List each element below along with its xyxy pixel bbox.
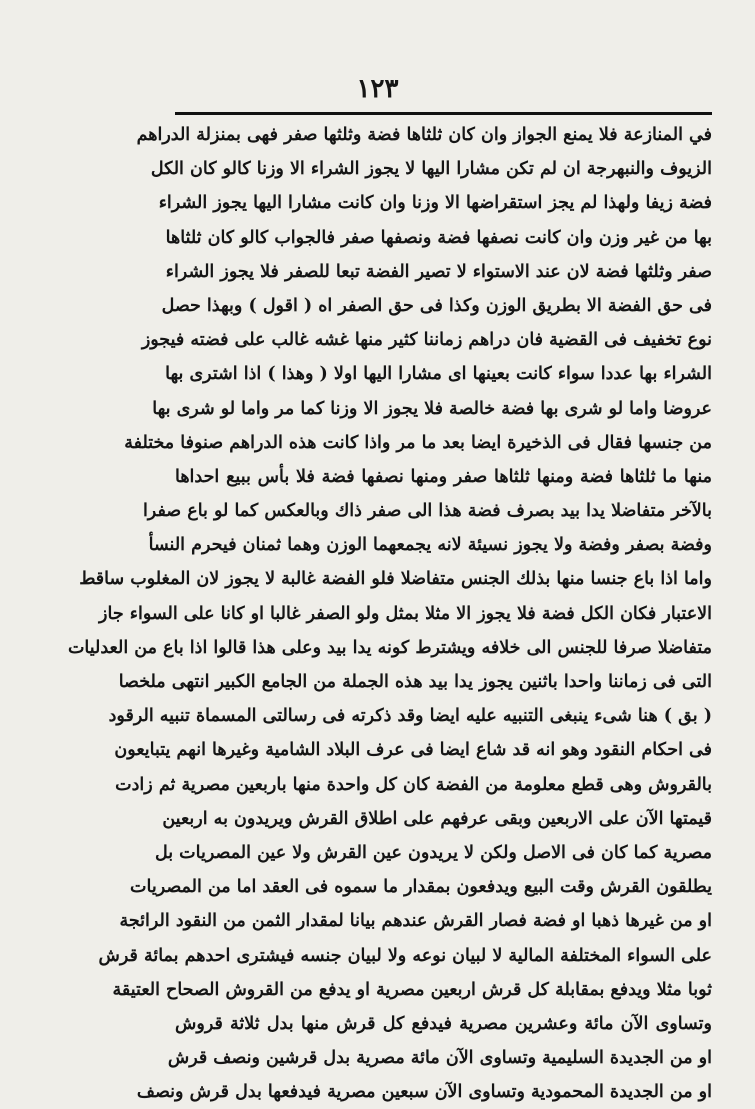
text-line: متفاضلا صرفا للجنس الى خلافه ويشترط كونه يدا بيد وعلى هذا قالوا اذا باع من العدليات [67, 637, 712, 658]
text-line: فى احكام النقود وهو انه قد شاع ايضا فى عرف البلاد الشامية وغيرها انهم يتبايعون [114, 740, 712, 761]
text-line: او من غيرها ذهبا او فضة فصار القرش عندهم بيانا لمقدار الثمن من النقود الرائجة [119, 911, 712, 932]
text-line: فضة زيفا ولهذا لم يجز استقراضها الا وزنا وان كانت مشارا اليها يجوز الشراء [158, 193, 712, 214]
text-line: منها ما ثلثاها فضة ومنها ثلثاها صفر ومنها نصفها فضة فلا بأس ببيع احداها [175, 466, 712, 487]
text-line: فى حق الفضة الا بطريق الوزن وكذا فى حق الصفر اه ( اقول ) وبهذا حصل [161, 295, 712, 316]
text-line: نوع تخفيف فى القضية فان دراهم زماننا كثير منها غشه غالب على فضته فيجوز [141, 330, 712, 351]
text-line: عروضا واما لو شرى بها فضة خالصة فلا يجوز الا وزنا كما مر واما لو شرى بها [152, 398, 712, 419]
text-line: واما اذا باع جنسا منها بذلك الجنس متفاضلا فلو الفضة غالبة لا يجوز لان المغلوب ساقط [79, 569, 712, 590]
text-line: او من الجديدة السليمية وتساوى الآن مائة مصرية بدل قرشين ونصف قرش [167, 1048, 712, 1069]
text-line: او من الجديدة المحمودية وتساوى الآن سبعين مصرية فيدفعها بدل قرش ونصف [136, 1082, 712, 1103]
text-line: الاعتبار فكان الكل فضة فلا يجوز الا مثلا بمثل ولو الصفر غالبا او كانا على السواء جاز [99, 603, 712, 624]
text-line: صفر وثلثها فضة لان عند الاستواء لا تصير الفضة تبعا للصفر فلا يجوز الشراء [165, 261, 712, 282]
text-line: على السواء المختلفة المالية لا لبيان نوعه ولا لبيان جنسه فيشترى احدهم بمائة قرش [98, 945, 712, 966]
page-number: ١٢٣ [356, 74, 399, 104]
text-line: من جنسها فقال فى الذخيرة ايضا بعد ما مر واذا كانت هذه الدراهم صنوفا مختلفة [124, 432, 712, 453]
header-rule [175, 112, 712, 115]
text-line: وتساوى الآن مائة وعشرين مصرية فيدفع كل قرش منها بدل ثلاثة قروش [175, 1013, 712, 1034]
text-line: بالقروش وهى قطع معلومة من الفضة كان كل واحدة منها باربعين مصرية ثم زادت [115, 774, 712, 795]
text-line: مصرية كما كان فى الاصل ولكن لا يريدون عين القرش ولا عين المصريات بل [154, 842, 712, 863]
text-line: وفضة بصفر وفضة ولا يجوز نسيئة لانه يجمعهما الوزن وهما ثمنان فيحرم النسأ [148, 535, 712, 556]
text-line: بالآخر متفاضلا يدا بيد بصرف فضة هذا الى صفر ذاك وبالعكس كما لو باع صفرا [142, 501, 712, 522]
text-line: الشراء بها عددا سواء كانت بعينها اى مشارا اليها اولا ( وهذا ) اذا اشترى بها [165, 364, 712, 385]
text-line: بها من غير وزن وان كانت نصفها فضة ونصفها صفر فالجواب كالو كان ثلثاها [165, 227, 712, 248]
text-line: ثوبا مثلا ويدفع بمقابلة كل قرش اربعين مصرية او يدفع من القروش الصحاح العتيقة [112, 979, 712, 1000]
text-line: في المنازعة فلا يمنع الجواز وان كان ثلثاها فضة وثلثها صفر فهى بمنزلة الدراهم [136, 125, 712, 145]
text-line: قيمتها الآن على الاربعين وبقى عرفهم على اطلاق القرش ويريدون به اربعين [162, 808, 712, 829]
text-line: التى فى زماننا واحدا باثنين يجوز يدا بيد هذه الجملة من الجامع الكبير انتهى ملخصا [118, 672, 712, 692]
body-text [67, 118, 712, 1109]
text-line: ( بق ) هنا شىء ينبغى التنبيه عليه ايضا وقد ذكرته فى رسالتى المسماة تنبيه الرقود [108, 706, 712, 727]
text-line: الزيوف والنبهرجة ان لم تكن مشارا اليها لا يجوز الشراء الا وزنا كالو كان الكل [150, 159, 712, 180]
text-line: يطلقون القرش وقت البيع ويدفعون بمقدار ما سموه فى العقد اما من المصريات [130, 877, 712, 898]
